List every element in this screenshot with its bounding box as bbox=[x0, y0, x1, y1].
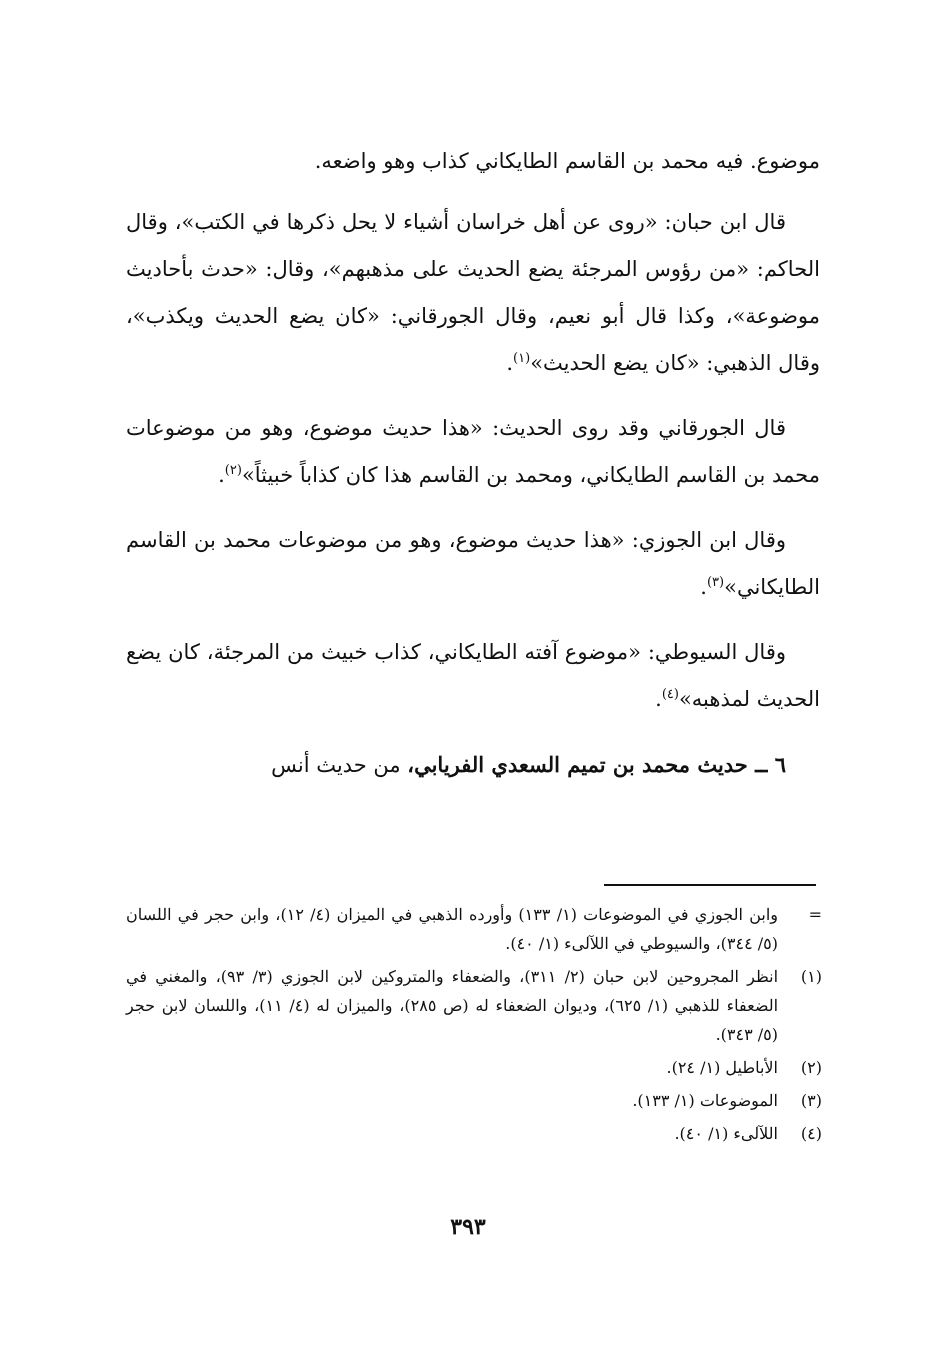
footnote-text: الموضوعات (١/ ١٣٣). bbox=[632, 1091, 778, 1110]
footnote-marker: = bbox=[808, 905, 822, 924]
suyuti-text: وقال السيوطي: «موضوع آفته الطايكاني، كذاب خبيث من المرجئة، كان يضع الحديث لمذهبه» bbox=[126, 640, 820, 711]
footnote-text: وابن الجوزي في الموضوعات (١/ ١٣٣) وأورده الذهبي في الميزان (٤/ ١٢)، وابن حجر في اللسان (٥/ ٣٤٤)، والسيوطي في اللآلىء (١/ ٤٠). bbox=[126, 905, 779, 953]
jawraqani-text: قال الجورقاني وقد روى الحديث: «هذا حديث موضوع، وهو من موضوعات محمد بن القاسم الطايكاني، ومحمد بن القاسم هذا كان كذاباً خبيثاً» bbox=[126, 416, 820, 487]
footnote-number: (١) bbox=[800, 967, 822, 986]
footnote-ref-2: (٢) bbox=[224, 463, 242, 478]
footnote-number: (٤) bbox=[800, 1124, 822, 1143]
footnote-continued bbox=[126, 900, 822, 958]
paragraph-verdict bbox=[126, 138, 820, 185]
main-text bbox=[126, 138, 820, 807]
footnote-ref-4: (٤) bbox=[661, 687, 679, 702]
paragraph-ibn-hibban: قال ابن حبان: «روى عن أهل خراسان أشياء لا يحل ذكرها في الكتب»، وقال الحاكم: «من رؤوس المرجئة يضع الحديث على مذهبهم»، وقال: «حدث بأحاديث موضوعة»، وكذا قال أبو نعيم، وقال الجورقاني: «كان يضع الحديث ويكذب»، وقال الذهبي: «كان يضع الحديث»$^{(١)}$. bbox=[126, 210, 820, 375]
footnote-ref-1: (١) bbox=[513, 351, 531, 366]
footnote-4 bbox=[126, 1119, 822, 1148]
ibn-hibban-text: قال ابن حبان: «روى عن أهل خراسان أشياء لا يحل ذكرها في الكتب»، وقال الحاكم: «من رؤوس المرجئة يضع الحديث على مذهبهم»، وقال: «حدث بأحاديث موضوعة»، وكذا قال أبو نعيم، وقال الجورقاني: «كان يضع الحديث ويكذب»، وقال الذهبي: «كان يضع الحديث» bbox=[126, 210, 820, 375]
footnote-text: الأباطيل (١/ ٢٤). bbox=[666, 1058, 778, 1077]
footnote-text: اللآلىء (١/ ٤٠). bbox=[674, 1124, 778, 1143]
footnote-2 bbox=[126, 1053, 822, 1082]
footnote-1 bbox=[126, 962, 822, 1049]
footnote-separator bbox=[604, 884, 816, 886]
footnote-ref-3: (٣) bbox=[706, 575, 725, 590]
footnotes bbox=[126, 900, 822, 1152]
paragraph-hadith-6 bbox=[126, 741, 820, 789]
paragraph-suyuti: وقال السيوطي: «موضوع آفته الطايكاني، كذاب خبيث من المرجئة، كان يضع الحديث لمذهبه»$^{(٤)}$. bbox=[126, 640, 820, 711]
paragraph-jawraqani: قال الجورقاني وقد روى الحديث: «هذا حديث موضوع، وهو من موضوعات محمد بن القاسم الطايكاني، ومحمد بن القاسم هذا كان كذاباً خبيثاً»$^{(٢)}$. bbox=[126, 416, 820, 487]
footnote-number: (٢) bbox=[800, 1058, 822, 1077]
page-number: ٣٩٣ bbox=[450, 1214, 486, 1240]
hadith-6-heading: ٦ ــ حديث محمد بن تميم السعدي الفريابي، bbox=[407, 752, 786, 777]
hadith-6-text: من حديث أنس bbox=[271, 753, 401, 777]
ibn-al-jawzi-text: وقال ابن الجوزي: «هذا حديث موضوع، وهو من موضوعات محمد بن القاسم الطايكاني» bbox=[126, 528, 820, 599]
footnote-text: انظر المجروحين لابن حبان (٢/ ٣١١)، والضعفاء والمتروكين لابن الجوزي (٣/ ٩٣)، والمغني في الضعفاء للذهبي (١/ ٦٢٥)، وديوان الضعفاء له (ص ٢٨٥)، والميزان له (٤/ ١١)، واللسان لابن حجر (٥/ ٣٤٣). bbox=[126, 967, 779, 1044]
footnote-number: (٣) bbox=[800, 1091, 822, 1110]
verdict-text: موضوع. فيه محمد بن القاسم الطايكاني كذاب وهو واضعه. bbox=[314, 149, 820, 173]
footnote-3 bbox=[126, 1086, 822, 1115]
paragraph-ibn-al-jawzi: وقال ابن الجوزي: «هذا حديث موضوع، وهو من موضوعات محمد بن القاسم الطايكاني»$^{(٣)}$. bbox=[126, 528, 820, 599]
